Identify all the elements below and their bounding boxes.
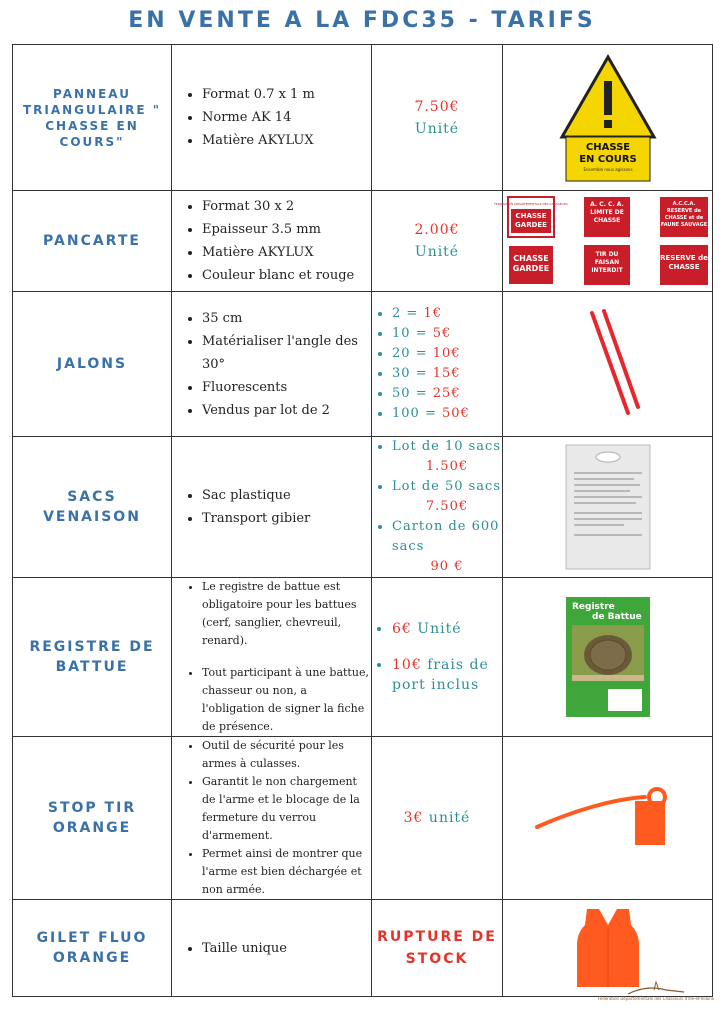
feature-item: • Sac plastique (202, 484, 371, 507)
footer-logo (596, 980, 716, 1001)
stop-tir-image (533, 783, 683, 853)
product-name: STOP TIR ORANGE (13, 737, 172, 900)
table-row (13, 292, 713, 437)
feature-item: • Matière AKYLUX (202, 129, 371, 152)
table-row (13, 578, 713, 737)
pancarte-sign: FEDERATION DEPARTEMENTALE DES CHASSEURS CHASSE GARDEE (494, 197, 568, 237)
sac-image (564, 443, 652, 571)
features-cell (172, 737, 372, 900)
product-name: PANNEAU TRIANGULAIRE " CHASSE EN COURS" (13, 45, 172, 191)
svg-text:FEDERATION DEPARTEMENTALE DES: FEDERATION DEPARTEMENTALE DES CHASSEURS (493, 202, 568, 206)
price-list-item: • 10€ frais de port inclus (392, 655, 502, 695)
pancarte-sign: TIR DU FAISAN INTERDIT (584, 245, 630, 285)
features-list (172, 195, 371, 287)
feature-item: • Permet ainsi de montrer que l'arme est bien déchargée et non armée. (202, 845, 371, 899)
price-list-item: • 30 = 15€ (392, 364, 502, 384)
features-cell (172, 292, 372, 437)
table-row (13, 437, 713, 578)
jalons-image (558, 309, 658, 419)
price-cell (372, 737, 503, 900)
features-list (172, 937, 371, 960)
image-cell (503, 292, 713, 437)
feature-item: • Tout participant à une battue, chasseur ou non, a l'obligation de signer la fiche de présence. (202, 664, 371, 736)
registre-title-2: de Battue (591, 612, 642, 622)
fdc-logo-icon (626, 980, 686, 996)
pancarte-sign: CHASSE GARDEE (508, 245, 554, 285)
price-list (372, 304, 502, 424)
price-cell (372, 437, 503, 578)
features-cell (172, 437, 372, 578)
feature-item: • Transport gibier (202, 507, 371, 530)
price-list (372, 437, 502, 577)
feature-item: • Format 0.7 x 1 m (202, 83, 371, 106)
feature-item: • Norme AK 14 (202, 106, 371, 129)
registre-image (564, 595, 652, 719)
features-list (172, 578, 371, 736)
price-list-item: • 10 = 5€ (392, 324, 502, 344)
features-list (172, 484, 371, 530)
pancarte-sign: A. C. C. A.LIMITE DE CHASSE (584, 197, 630, 237)
footer-org: Fédération Départementale des Chasseurs d'Ille-et-Vilaine (597, 996, 715, 1001)
price-list-item: • 50 = 25€ (392, 384, 502, 404)
features-cell (172, 900, 372, 997)
feature-item: • Le registre de battue est obligatoire pour les battues (cerf, sanglier, chevreuil, renard). (202, 578, 371, 650)
stock-status: RUPTURE DE STOCK (372, 900, 503, 997)
image-cell (503, 45, 713, 191)
price-unit: Unité (414, 120, 460, 137)
image-cell (503, 737, 713, 900)
features-cell (172, 578, 372, 737)
features-cell (172, 191, 372, 292)
pancarte-sign: RESERVE de CHASSE (660, 245, 708, 285)
pancarte-sign: A.C.C.A.RESERVE de CHASSE et de FAUNE SAUVAGE (660, 197, 708, 237)
feature-item: • Matière AKYLUX (202, 241, 371, 264)
features-list (172, 307, 371, 422)
features-cell (172, 45, 372, 191)
sign-line-1: CHASSE (585, 141, 630, 153)
table-row (13, 191, 713, 292)
feature-item: • Couleur blanc et rouge (202, 264, 371, 287)
page-title: EN VENTE A LA FDC35 - TARIFS (128, 8, 596, 33)
price-list (372, 619, 502, 695)
price-list-item: • 2 = 1€ (392, 304, 502, 324)
price-unit: Unité (414, 244, 460, 260)
features-list (172, 83, 371, 152)
feature-item: • Outil de sécurité pour les armes à culasses. (202, 737, 371, 773)
feature-item: • Fluorescents (202, 376, 371, 399)
price-cell (372, 45, 503, 191)
registre-title-1: Registre (571, 602, 615, 612)
price-cell (372, 191, 503, 292)
price-list-item: • Lot de 10 sacs 1.50€ (392, 437, 502, 477)
pancartes-image (493, 195, 710, 287)
feature-item: • Taille unique (202, 937, 371, 960)
price-value: 2.00€ (414, 222, 460, 238)
image-cell (503, 578, 713, 737)
product-name: PANCARTE (13, 191, 172, 292)
price-list-item: • Carton de 600 sacs 90 € (392, 517, 502, 577)
feature-item: • Epaisseur 3.5 mm (202, 218, 371, 241)
product-name: SACS VENAISON (13, 437, 172, 578)
product-name: REGISTRE DE BATTUE (13, 578, 172, 737)
image-cell (493, 191, 713, 292)
price-value: 7.50€ (414, 98, 460, 115)
product-name: GILET FLUO ORANGE (13, 900, 172, 997)
product-name: JALONS (13, 292, 172, 437)
price-value: 3€ (403, 810, 424, 826)
features-list (172, 737, 371, 899)
price-cell (372, 292, 503, 437)
feature-item: • 35 cm (202, 307, 371, 330)
tarifs-table (12, 44, 713, 997)
feature-item: • Garantit le non chargement de l'arme et le blocage de la fermeture du verrou d'armement. (202, 773, 371, 845)
table-row (13, 45, 713, 191)
price-list-item: • 100 = 50€ (392, 404, 502, 424)
sign-line-2: EN COURS (578, 153, 637, 165)
image-cell (503, 437, 713, 578)
feature-item: • Format 30 x 2 (202, 195, 371, 218)
price-list-item: • Lot de 50 sacs 7.50€ (392, 477, 502, 517)
feature-item: • Matérialiser l'angle des 30° (202, 330, 371, 376)
sign-small-text: Ensemble nous agissons (582, 166, 633, 172)
feature-item: • Vendus par lot de 2 (202, 399, 371, 422)
hunting-sign-image (560, 53, 656, 183)
price-list-item: • 20 = 10€ (392, 344, 502, 364)
price-cell (372, 578, 503, 737)
table-row (13, 737, 713, 900)
gilet-image (573, 905, 643, 991)
price-list-item: • 6€ Unité (392, 619, 502, 639)
price-unit: unité (428, 810, 471, 826)
